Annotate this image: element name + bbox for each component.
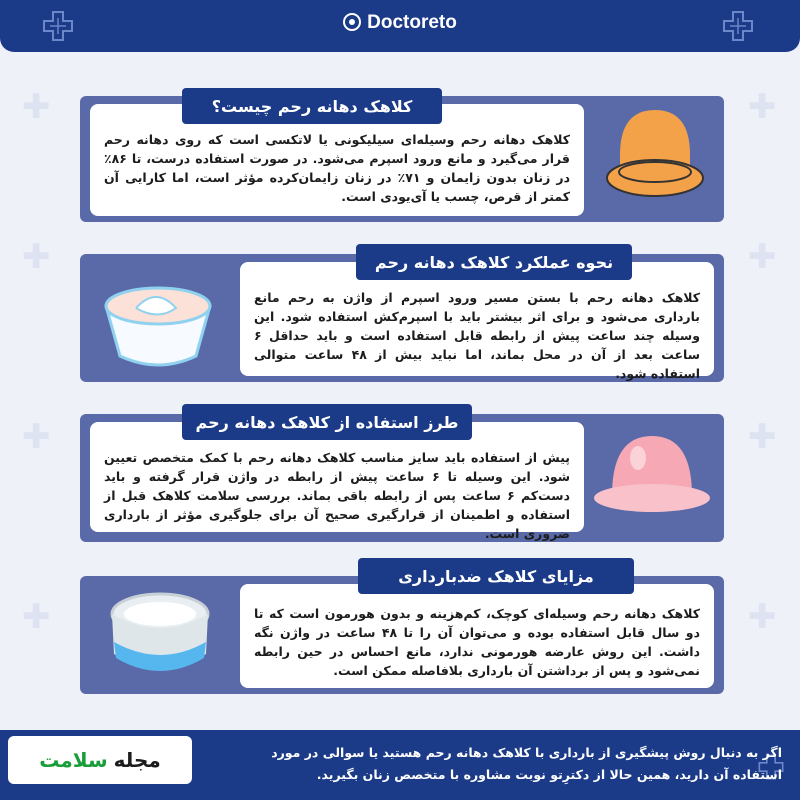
- background-plus-icon: ✚: [22, 417, 51, 457]
- background-plus-icon: ✚: [748, 237, 777, 277]
- background-plus-icon: ✚: [748, 87, 777, 127]
- footer-line-2: استفاده آن دارید، همین حالا از دکترِتو نوبت مشاوره با متخصص زنان بگیرید.: [316, 767, 782, 782]
- section-benefits-title: مزایای کلاهک ضدبارداری: [358, 558, 634, 594]
- section-how-works-body: کلاهک دهانه رحم با بستن مسیر ورود اسپرم از واژن به رحم مانع بارداری می‌شود و برای اثر بیشتر باید با اسپرم‌کش استفاده شود. این وسیله چند ساعت پیش از رابطه قابل استفاده است و باید حداقل ۶ ساعت بعد از آن در محل بماند، اما نباید بیش از ۴۸ ساعت متوالی استفاده شود.: [240, 262, 714, 376]
- footer-cta-text: [222, 742, 782, 786]
- pink-cervical-cap-icon: [590, 426, 714, 526]
- section-benefits-body: کلاهک دهانه رحم وسیله‌ای کوچک، کم‌هزینه و بدون هورمون است که تا دو سال قابل استفاده بوده و می‌توان آن را تا ۴۸ ساعت در واژن نگه داشت. این روش عارضه هورمونی ندارد، مانع احساس در حین رابطه نمی‌شود و پس از برداشتن آن بارداری بلافاصله ممکن است.: [240, 584, 714, 688]
- background-plus-icon: ✚: [22, 87, 51, 127]
- section-what-is-title: کلاهک دهانه رحم چیست؟: [182, 88, 442, 124]
- health-word: سلامت: [39, 748, 108, 772]
- brand-logo[interactable]: [0, 12, 800, 34]
- background-plus-icon: ✚: [748, 597, 777, 637]
- magazine-word: مجله: [113, 748, 161, 772]
- blue-ring-cap-icon: [100, 584, 220, 688]
- footer-line-1: اگر به دنبال روش پیشگیری از بارداری با کلاهک دهانه رحم هستید یا سوالی در مورد: [271, 745, 782, 760]
- background-plus-icon: ✚: [748, 417, 777, 457]
- header-bar: [0, 0, 800, 52]
- section-usage-title: طرز استفاده از کلاهک دهانه رحم: [182, 404, 472, 440]
- background-plus-icon: ✚: [22, 597, 51, 637]
- medical-plus-icon: [720, 8, 756, 44]
- background-plus-icon: ✚: [22, 237, 51, 277]
- brand-name: Doctoreto: [367, 12, 457, 33]
- orange-cervical-cap-icon: [600, 100, 710, 210]
- health-magazine-badge[interactable]: [8, 736, 192, 784]
- stethoscope-icon: [343, 13, 361, 31]
- section-usage-body: پیش از استفاده باید سایز مناسب کلاهک دهانه رحم با کمک متخصص تعیین شود. این وسیله تا ۶ ساعت پیش از رابطه در واژن قرار گرفته و باید دست‌کم ۶ ساعت پس از رابطه باقی بماند. بررسی سلامت کلاهک قبل از استفاده و اطمینان از قرارگیری صحیح آن برای جلوگیری مؤثر از بارداری ضروری است.: [90, 422, 584, 532]
- clear-cap-with-spermicide-icon: [96, 266, 220, 376]
- section-what-is-body: کلاهک دهانه رحم وسیله‌ای سیلیکونی یا لاتکسی است که روی دهانه رحم قرار می‌گیرد و مانع ورود اسپرم می‌شود. در صورت استفاده درست، تا ۸۶٪ در زنان بدون زایمان و ۷۱٪ در زنان زایمان‌کرده مؤثر است، اما کارایی آن کمتر از قرص، چسب یا آی‌یودی است.: [90, 104, 584, 216]
- section-how-works-title: نحوه عملکرد کلاهک دهانه رحم: [356, 244, 632, 280]
